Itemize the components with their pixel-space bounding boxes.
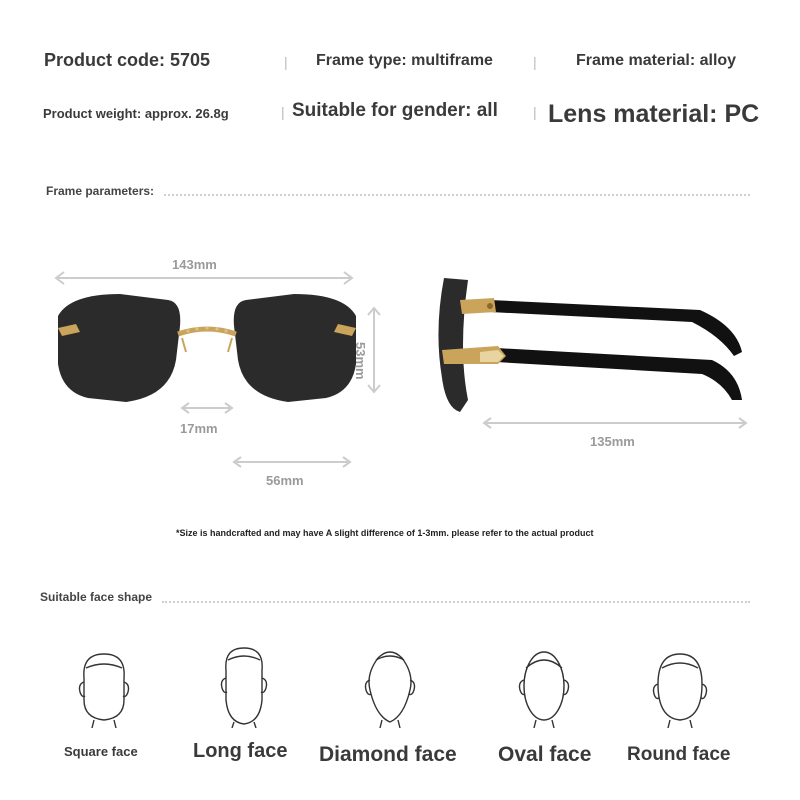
- lower-temple: [496, 348, 742, 400]
- oval-face-icon: [512, 646, 576, 728]
- dotted-divider: [162, 601, 750, 603]
- lens-width-dimension: 56mm: [266, 473, 304, 488]
- separator: |: [284, 54, 288, 70]
- temple-length-dimension: 135mm: [590, 434, 635, 449]
- face-label-oval: Oval face: [498, 743, 592, 766]
- glasses-side-view: [420, 260, 760, 460]
- product-weight: Product weight: approx. 26.8g: [43, 106, 229, 121]
- face-label-square: Square face: [64, 744, 138, 759]
- product-code: Product code: 5705: [44, 50, 211, 70]
- diamond-face-icon: [358, 644, 422, 728]
- lens-width-arrow: [234, 457, 350, 467]
- square-face-icon: [72, 648, 136, 728]
- separator: |: [281, 104, 285, 120]
- separator: |: [533, 54, 537, 70]
- width-arrow: [56, 272, 352, 284]
- bridge-arrow: [182, 403, 232, 413]
- temple-length-arrow: [484, 418, 746, 428]
- round-face-icon: [648, 648, 712, 728]
- size-note: *Size is handcrafted and may have A slight difference of 1-3mm. please refer to the actual product: [176, 528, 594, 538]
- frame-parameters-label: Frame parameters:: [46, 184, 155, 198]
- face-label-round: Round face: [627, 744, 731, 765]
- lens-material: Lens material: PC: [548, 100, 760, 128]
- upper-temple: [490, 300, 742, 356]
- face-label-diamond: Diamond face: [319, 743, 457, 766]
- frame-type: Frame type: multiframe: [316, 52, 493, 69]
- long-face-icon: [212, 644, 276, 728]
- gender: Suitable for gender: all: [292, 100, 498, 121]
- right-lens: [234, 294, 356, 402]
- frame-material: Frame material: alloy: [576, 52, 737, 69]
- glasses-front-view: [40, 260, 380, 490]
- face-label-long: Long face: [193, 740, 288, 762]
- separator: |: [533, 104, 537, 120]
- width-dimension: 143mm: [172, 257, 217, 272]
- bridge-dimension: 17mm: [180, 421, 218, 436]
- dotted-divider: [164, 194, 750, 196]
- height-dimension: 53mm: [353, 342, 368, 380]
- left-lens: [58, 294, 180, 402]
- face-shape-label: Suitable face shape: [40, 590, 153, 604]
- side-lens: [438, 278, 468, 412]
